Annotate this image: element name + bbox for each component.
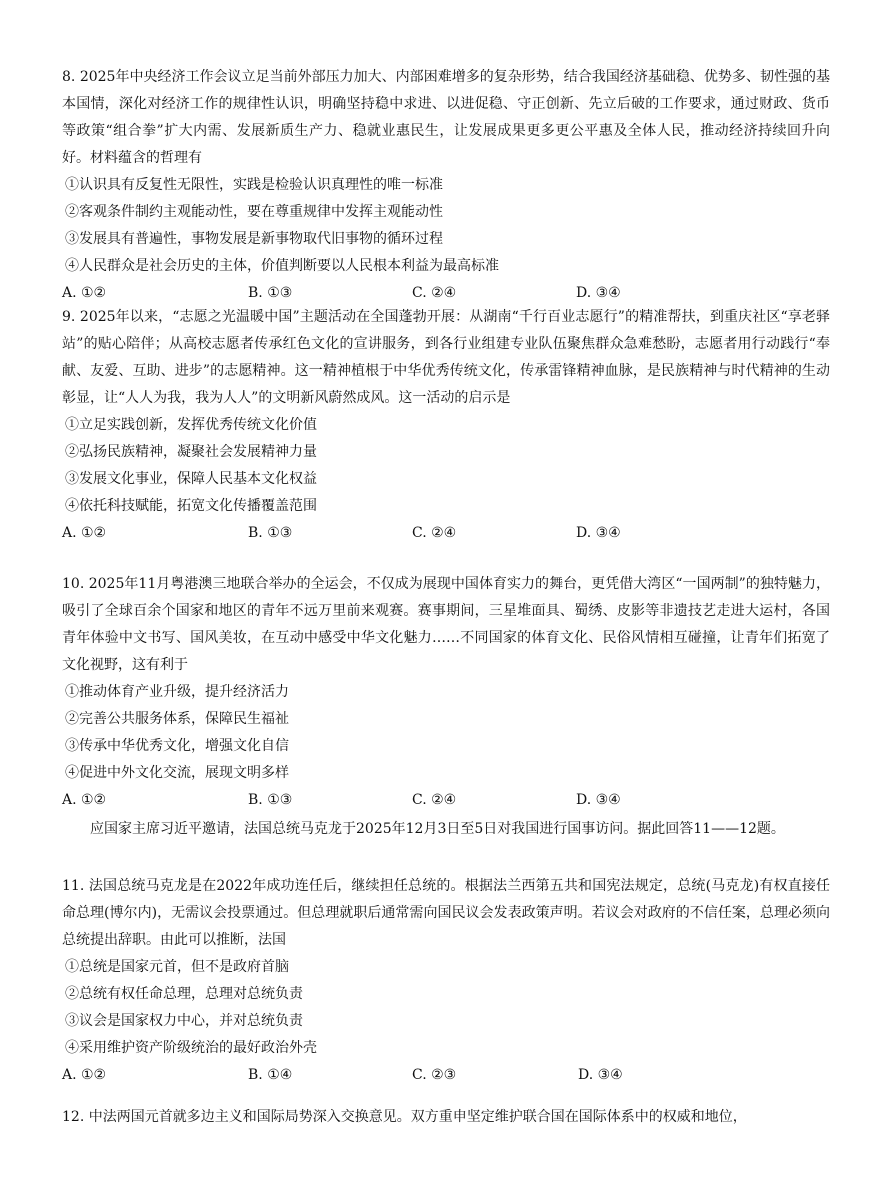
question-10-choices (62, 787, 830, 814)
question-10-option-1: ①推动体育产业升级，提升经济活力 (65, 684, 289, 700)
question-8-choice-a[interactable]: A. ①② (62, 285, 107, 301)
question-9-option-3: ③发展文化事业，保障人民基本文化权益 (65, 471, 317, 487)
question-8-option-1: ①认识具有反复性无限性，实践是检验认识真理性的唯一标准 (65, 177, 443, 193)
question-12 (62, 1104, 830, 1131)
question-10-choice-c[interactable]: C. ②④ (412, 792, 457, 808)
question-11-choice-b[interactable]: B. ①④ (248, 1067, 293, 1083)
question-10-option-2: ②完善公共服务体系，保障民生福祉 (65, 711, 289, 727)
question-9-choice-d[interactable]: D. ③④ (576, 525, 621, 541)
question-9-option-2: ②弘扬民族精神，凝聚社会发展精神力量 (65, 444, 317, 460)
question-10-stem: 10. 2025年11月粤港澳三地联合举办的全运会，不仅成为展现中国体育实力的舞台，更凭借大湾区“一国两制”的独特魅力，吸引了全球百余个国家和地区的青年不远万里前来观赛。赛事期间，三星堆面具、蜀绣、皮影等非遗技艺走进大运村，各国青年体验中文书写、国风美妆，在互动中感受中华文化魅力……不同国家的体育文化、民俗风情相互碰撞，让青年们拓宽了文化视野，这有利于 (62, 576, 830, 673)
question-9-choice-a[interactable]: A. ①② (62, 525, 107, 541)
question-8-choice-d[interactable]: D. ③④ (576, 285, 621, 301)
question-8-option-2: ②客观条件制约主观能动性，要在尊重规律中发挥主观能动性 (65, 204, 443, 220)
question-8-option-3: ③发展具有普遍性，事物发展是新事物取代旧事物的循环过程 (65, 231, 443, 247)
question-9-option-1: ①立足实践创新，发挥优秀传统文化价值 (65, 417, 317, 433)
question-9-choice-b[interactable]: B. ①③ (248, 525, 293, 541)
question-8-choices (62, 280, 830, 307)
questions-11-12-intro: 应国家主席习近平邀请，法国总统马克龙于2025年12月3日至5日对我国进行国事访问。据此回答11——12题。 (90, 821, 785, 837)
question-11-options (62, 954, 830, 1062)
question-8-options (62, 172, 830, 280)
question-10-option-4: ④促进中外文化交流，展现文明多样 (65, 765, 289, 781)
question-9-choice-c[interactable]: C. ②④ (412, 525, 457, 541)
question-10-option-3: ③传承中华优秀文化，增强文化自信 (65, 738, 289, 754)
question-11-option-2: ②总统有权任命总理，总理对总统负责 (65, 986, 303, 1002)
question-11-choice-d[interactable]: D. ③④ (578, 1067, 623, 1083)
question-11-choices (62, 1062, 830, 1089)
question-11-option-1: ①总统是国家元首，但不是政府首脑 (65, 959, 289, 975)
question-10-options (62, 679, 830, 787)
question-10-choice-d[interactable]: D. ③④ (576, 792, 621, 808)
question-11-choice-c[interactable]: C. ②③ (412, 1067, 457, 1083)
question-10-choice-b[interactable]: B. ①③ (248, 792, 293, 808)
question-12-stem: 12. 中法两国元首就多边主义和国际局势深入交换意见。双方重申坚定维护联合国在国际体系中的权威和地位， (62, 1109, 747, 1125)
question-8 (62, 64, 830, 307)
question-9-options (62, 412, 830, 520)
question-10 (62, 571, 830, 814)
question-8-option-4: ④人民群众是社会历史的主体，价值判断要以人民根本利益为最高标准 (65, 258, 499, 274)
question-8-choice-b[interactable]: B. ①③ (248, 285, 293, 301)
question-8-stem: 8. 2025年中央经济工作会议立足当前外部压力加大、内部困难增多的复杂形势，结合我国经济基础稳、优势多、韧性强的基本国情，深化对经济工作的规律性认识，明确坚持稳中求进、以进促稳、守正创新、先立后破的工作要求，通过财政、货币等政策“组合拳”扩大内需、发展新质生产力、稳就业惠民生，让发展成果更多更公平惠及全体人民，推动经济持续回升向好。材料蕴含的哲理有 (62, 69, 830, 166)
question-9-choices (62, 520, 830, 547)
question-9-option-4: ④依托科技赋能，拓宽文化传播覆盖范围 (65, 498, 317, 514)
question-11-option-3: ③议会是国家权力中心，并对总统负责 (65, 1013, 303, 1029)
question-8-choice-c[interactable]: C. ②④ (412, 285, 457, 301)
question-9 (62, 304, 830, 547)
question-11-option-4: ④采用维护资产阶级统治的最好政治外壳 (65, 1040, 317, 1056)
question-10-choice-a[interactable]: A. ①② (62, 792, 107, 808)
question-11 (62, 873, 830, 1089)
question-11-choice-a[interactable]: A. ①② (62, 1067, 107, 1083)
question-11-stem: 11. 法国总统马克龙是在2022年成功连任后，继续担任总统的。根据法兰西第五共和国宪法规定，总统(马克龙)有权直接任命总理(博尔内)，无需议会投票通过。但总理就职后通常需向国民议会发表政策声明。若议会对政府的不信任案，总理必须向总统提出辞职。由此可以推断，法国 (62, 878, 830, 948)
question-9-stem: 9. 2025年以来，“志愿之光温暖中国”主题活动在全国蓬勃开展：从湖南“千行百业志愿行”的精准帮扶，到重庆社区“享老驿站”的贴心陪伴；从高校志愿者传承红色文化的宣讲服务，到各行业组建专业队伍聚焦群众急难愁盼，志愿者用行动践行“奉献、友爱、互助、进步”的志愿精神。这一精神植根于中华优秀传统文化，传承雷锋精神血脉，是民族精神与时代精神的生动彰显，让“人人为我，我为人人”的文明新风蔚然成风。这一活动的启示是 (62, 309, 830, 406)
